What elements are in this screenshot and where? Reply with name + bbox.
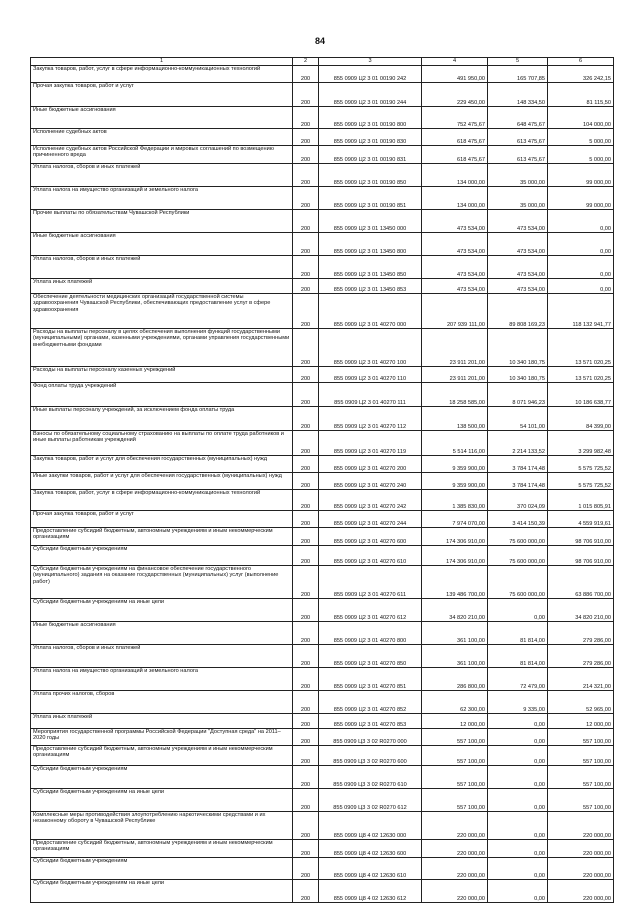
row-value-executed: 0,00 <box>488 766 548 789</box>
table-row <box>31 714 614 729</box>
row-value-approved: 7 974 070,00 <box>422 511 488 528</box>
row-name-cell: Субсидии бюджетным учреждениям <box>31 766 293 789</box>
row-value-executed: 3 414 150,39 <box>488 511 548 528</box>
row-value-remaining: 52 965,00 <box>548 691 614 714</box>
row-name-cell: Субсидии бюджетным учреждениям <box>31 858 293 880</box>
row-kbk-cell: 855 0909 Ц2 3 01 40270 119 <box>319 431 422 456</box>
row-code-cell: 200 <box>293 233 319 256</box>
row-kbk-cell: 855 0909 Ц2 3 01 40270 242 <box>319 490 422 511</box>
row-kbk-cell: 855 0909 Ц2 3 01 40270 612 <box>319 599 422 622</box>
row-kbk-cell: 855 0909 Ц2 3 01 40270 852 <box>319 691 422 714</box>
row-code-cell: 200 <box>293 256 319 279</box>
row-name-cell: Прочая закупка товаров, работ и услуг <box>31 511 293 528</box>
table-row <box>31 566 614 599</box>
table-row <box>31 294 614 329</box>
row-value-remaining: 557 100,00 <box>548 729 614 746</box>
row-value-remaining: 118 132 941,77 <box>548 294 614 329</box>
col-header-1: 1 <box>31 58 293 66</box>
row-value-remaining: 0,00 <box>548 210 614 233</box>
row-name-cell: Иные закупки товаров, работ и услуг для обеспечения государственных (муниципальных) нужд <box>31 473 293 490</box>
row-name-cell: Предоставление субсидий бюджетным, автономным учреждениям и иным некоммерческим организациям <box>31 746 293 766</box>
row-code-cell: 200 <box>293 383 319 407</box>
row-code-cell: 200 <box>293 546 319 566</box>
row-kbk-cell: 855 0909 Ц2 3 01 40270 110 <box>319 367 422 383</box>
row-code-cell: 200 <box>293 691 319 714</box>
row-code-cell: 200 <box>293 746 319 766</box>
row-value-approved: 9 359 900,00 <box>422 473 488 490</box>
table-row <box>31 789 614 812</box>
row-kbk-cell: 855 0909 Ц3 3 02 R0270 612 <box>319 789 422 812</box>
table-row <box>31 840 614 858</box>
page-number: 84 <box>314 36 325 46</box>
table-row <box>31 858 614 880</box>
table-row <box>31 812 614 840</box>
row-name-cell: Уплата налогов, сборов и иных платежей <box>31 645 293 668</box>
row-code-cell: 200 <box>293 66 319 83</box>
table-row <box>31 431 614 456</box>
row-value-executed: 10 340 180,75 <box>488 367 548 383</box>
row-name-cell: Субсидии бюджетным учреждениям <box>31 546 293 566</box>
row-value-executed: 54 101,00 <box>488 407 548 431</box>
row-name-cell: Исполнение судебных актов <box>31 129 293 146</box>
row-kbk-cell: 855 0909 Ц2 3 01 40270 111 <box>319 383 422 407</box>
row-value-executed: 0,00 <box>488 840 548 858</box>
row-kbk-cell: 855 0909 Ц2 3 01 00190 831 <box>319 146 422 164</box>
row-kbk-cell: 855 0909 Ц2 3 01 13450 800 <box>319 233 422 256</box>
row-kbk-cell: 855 0909 Ц2 3 01 40270 851 <box>319 668 422 691</box>
row-code-cell: 200 <box>293 83 319 107</box>
col-header-6: 6 <box>548 58 614 66</box>
row-code-cell: 200 <box>293 490 319 511</box>
row-value-executed: 81 814,00 <box>488 645 548 668</box>
row-value-approved: 220 000,00 <box>422 840 488 858</box>
col-header-3: 3 <box>319 58 422 66</box>
row-name-cell: Исполнение судебных актов Российской Федерации и мировых соглашений по возмещению причиненного вреда <box>31 146 293 164</box>
row-code-cell: 200 <box>293 210 319 233</box>
row-name-cell: Иные бюджетные ассигнования <box>31 107 293 129</box>
row-value-remaining: 5 575 725,52 <box>548 473 614 490</box>
row-kbk-cell: 855 0909 Ц2 3 01 40270 240 <box>319 473 422 490</box>
row-name-cell: Субсидии бюджетным учреждениям на иные цели <box>31 789 293 812</box>
table-row <box>31 880 614 903</box>
row-code-cell: 200 <box>293 456 319 473</box>
row-value-executed: 0,00 <box>488 746 548 766</box>
row-value-remaining: 13 571 020,25 <box>548 329 614 367</box>
table-row <box>31 456 614 473</box>
row-code-cell: 200 <box>293 146 319 164</box>
table-row <box>31 490 614 511</box>
row-code-cell: 200 <box>293 279 319 294</box>
row-value-approved: 473 534,00 <box>422 279 488 294</box>
row-name-cell: Иные бюджетные ассигнования <box>31 622 293 645</box>
row-value-approved: 134 000,00 <box>422 164 488 187</box>
row-value-executed: 0,00 <box>488 714 548 729</box>
row-kbk-cell: 855 0909 Ц2 3 01 40270 853 <box>319 714 422 729</box>
row-value-approved: 23 911 201,00 <box>422 367 488 383</box>
row-value-executed: 0,00 <box>488 789 548 812</box>
row-kbk-cell: 855 0909 Ц8 4 02 12630 612 <box>319 880 422 903</box>
row-value-executed: 473 534,00 <box>488 256 548 279</box>
row-value-executed: 473 534,00 <box>488 279 548 294</box>
row-kbk-cell: 855 0909 Ц8 4 02 12630 000 <box>319 812 422 840</box>
row-value-remaining: 5 575 725,52 <box>548 456 614 473</box>
table-row <box>31 668 614 691</box>
row-value-executed: 473 534,00 <box>488 210 548 233</box>
row-value-remaining: 4 559 919,61 <box>548 511 614 528</box>
table-row <box>31 473 614 490</box>
row-value-approved: 473 534,00 <box>422 233 488 256</box>
table-row <box>31 645 614 668</box>
row-value-executed: 81 814,00 <box>488 622 548 645</box>
row-value-remaining: 99 000,00 <box>548 187 614 210</box>
budget-table <box>30 57 614 903</box>
row-value-executed: 8 071 946,23 <box>488 383 548 407</box>
row-value-approved: 9 359 900,00 <box>422 456 488 473</box>
row-code-cell: 200 <box>293 511 319 528</box>
table-row <box>31 691 614 714</box>
row-value-approved: 229 450,00 <box>422 83 488 107</box>
row-value-remaining: 1 015 805,91 <box>548 490 614 511</box>
row-value-remaining: 5 000,00 <box>548 146 614 164</box>
row-kbk-cell: 855 0909 Ц2 3 01 40270 800 <box>319 622 422 645</box>
row-name-cell: Предоставление субсидий бюджетным, автономным учреждениям и иным некоммерческим организациям <box>31 840 293 858</box>
table-row <box>31 622 614 645</box>
row-kbk-cell: 855 0909 Ц2 3 01 00190 242 <box>319 66 422 83</box>
row-value-approved: 557 100,00 <box>422 766 488 789</box>
row-name-cell: Уплата прочих налогов, сборов <box>31 691 293 714</box>
row-name-cell: Уплата налога на имущество организаций и земельного налога <box>31 668 293 691</box>
row-value-remaining: 326 242,15 <box>548 66 614 83</box>
row-kbk-cell: 855 0909 Ц8 4 02 12630 600 <box>319 840 422 858</box>
row-value-approved: 220 000,00 <box>422 880 488 903</box>
table-row <box>31 66 614 83</box>
table-row <box>31 107 614 129</box>
table-row <box>31 407 614 431</box>
row-kbk-cell: 855 0909 Ц2 3 01 40270 000 <box>319 294 422 329</box>
row-value-approved: 473 534,00 <box>422 256 488 279</box>
row-kbk-cell: 855 0909 Ц2 3 01 13450 853 <box>319 279 422 294</box>
row-value-executed: 648 475,67 <box>488 107 548 129</box>
row-value-remaining: 220 000,00 <box>548 840 614 858</box>
row-value-remaining: 279 286,00 <box>548 645 614 668</box>
row-name-cell: Фонд оплаты труда учреждений <box>31 383 293 407</box>
row-value-approved: 12 000,00 <box>422 714 488 729</box>
row-value-approved: 174 306 910,00 <box>422 546 488 566</box>
row-kbk-cell: 855 0909 Ц2 3 01 40270 600 <box>319 528 422 546</box>
row-value-executed: 9 335,00 <box>488 691 548 714</box>
row-code-cell: 200 <box>293 858 319 880</box>
row-value-remaining: 5 000,00 <box>548 129 614 146</box>
row-value-remaining: 99 000,00 <box>548 164 614 187</box>
row-kbk-cell: 855 0909 Ц2 3 01 00190 800 <box>319 107 422 129</box>
row-code-cell: 200 <box>293 880 319 903</box>
row-value-remaining: 81 115,50 <box>548 83 614 107</box>
row-value-approved: 207 939 111,00 <box>422 294 488 329</box>
row-name-cell: Прочие выплаты по обязательствам Чувашской Республики <box>31 210 293 233</box>
row-code-cell: 200 <box>293 840 319 858</box>
row-name-cell: Обеспечение деятельности медицинских организаций государственной системы здравоохранения Чувашской Республики, обеспечивающих предоставление услуг в сфере здравоохранения <box>31 294 293 329</box>
row-value-remaining: 104 000,00 <box>548 107 614 129</box>
row-name-cell: Закупка товаров, работ, услуг в сфере информационно-коммуникационных технологий <box>31 66 293 83</box>
row-name-cell: Иные бюджетные ассигнования <box>31 233 293 256</box>
table-row <box>31 528 614 546</box>
col-header-5: 5 <box>488 58 548 66</box>
row-value-remaining: 0,00 <box>548 279 614 294</box>
table-body <box>31 66 614 903</box>
row-value-remaining: 12 000,00 <box>548 714 614 729</box>
row-kbk-cell: 855 0909 Ц2 3 01 00190 244 <box>319 83 422 107</box>
row-name-cell: Закупка товаров, работ и услуг для обеспечения государственных (муниципальных) нужд <box>31 456 293 473</box>
row-name-cell: Расходы на выплаты персоналу в целях обеспечения выполнения функций государственными (муниципальными) органами, казенными учреждениями, органами управления государственными внебюджетными фондами <box>31 329 293 367</box>
row-code-cell: 200 <box>293 622 319 645</box>
row-value-executed: 3 784 174,48 <box>488 456 548 473</box>
row-value-approved: 618 475,67 <box>422 146 488 164</box>
col-header-4: 4 <box>422 58 488 66</box>
row-value-remaining: 0,00 <box>548 233 614 256</box>
row-value-remaining: 557 100,00 <box>548 789 614 812</box>
row-value-approved: 473 534,00 <box>422 210 488 233</box>
row-value-remaining: 84 399,00 <box>548 407 614 431</box>
row-value-executed: 35 000,00 <box>488 187 548 210</box>
table-row <box>31 546 614 566</box>
row-code-cell: 200 <box>293 729 319 746</box>
row-kbk-cell: 855 0909 Ц3 3 02 R0270 000 <box>319 729 422 746</box>
table-row <box>31 129 614 146</box>
row-value-executed: 613 475,67 <box>488 129 548 146</box>
row-code-cell: 200 <box>293 714 319 729</box>
table-row <box>31 383 614 407</box>
row-value-executed: 2 214 133,52 <box>488 431 548 456</box>
row-value-remaining: 63 886 700,00 <box>548 566 614 599</box>
row-value-approved: 139 486 700,00 <box>422 566 488 599</box>
row-value-remaining: 34 820 210,00 <box>548 599 614 622</box>
table-row <box>31 233 614 256</box>
row-name-cell: Уплата налогов, сборов и иных платежей <box>31 256 293 279</box>
row-name-cell: Субсидии бюджетным учреждениям на иные цели <box>31 599 293 622</box>
table-row <box>31 329 614 367</box>
row-value-approved: 18 258 585,00 <box>422 383 488 407</box>
table-row <box>31 83 614 107</box>
row-value-executed: 165 707,85 <box>488 66 548 83</box>
row-code-cell: 200 <box>293 645 319 668</box>
row-value-approved: 752 475,67 <box>422 107 488 129</box>
row-name-cell: Взносы по обязательному социальному страхованию на выплаты по оплате труда работников и иные выплаты работникам учреждений <box>31 431 293 456</box>
row-value-executed: 89 808 169,23 <box>488 294 548 329</box>
row-code-cell: 200 <box>293 294 319 329</box>
table-row <box>31 766 614 789</box>
row-code-cell: 200 <box>293 187 319 210</box>
row-name-cell: Субсидии бюджетным учреждениям на финансовое обеспечение государственного (муниципального) задания на оказание государственных (муниципальных) услуг (выполнение работ) <box>31 566 293 599</box>
row-value-remaining: 557 100,00 <box>548 746 614 766</box>
row-name-cell: Уплата налога на имущество организаций и земельного налога <box>31 187 293 210</box>
row-value-executed: 0,00 <box>488 729 548 746</box>
row-value-executed: 613 475,67 <box>488 146 548 164</box>
row-value-approved: 23 911 201,00 <box>422 329 488 367</box>
row-name-cell: Уплата иных платежей <box>31 279 293 294</box>
row-name-cell: Иные выплаты персоналу учреждений, за исключением фонда оплаты труда <box>31 407 293 431</box>
row-value-remaining: 3 299 982,48 <box>548 431 614 456</box>
row-value-executed: 0,00 <box>488 599 548 622</box>
table-row <box>31 210 614 233</box>
row-value-approved: 618 475,67 <box>422 129 488 146</box>
table-row <box>31 746 614 766</box>
row-value-approved: 220 000,00 <box>422 858 488 880</box>
row-value-remaining: 10 186 638,77 <box>548 383 614 407</box>
row-value-remaining: 220 000,00 <box>548 880 614 903</box>
row-value-approved: 361 100,00 <box>422 622 488 645</box>
row-name-cell: Уплата налогов, сборов и иных платежей <box>31 164 293 187</box>
row-value-approved: 138 500,00 <box>422 407 488 431</box>
row-value-approved: 5 514 116,00 <box>422 431 488 456</box>
row-code-cell: 200 <box>293 566 319 599</box>
row-value-executed: 75 600 000,00 <box>488 546 548 566</box>
row-code-cell: 200 <box>293 164 319 187</box>
row-value-remaining: 220 000,00 <box>548 858 614 880</box>
row-value-executed: 148 334,50 <box>488 83 548 107</box>
row-kbk-cell: 855 0909 Ц2 3 01 13450 000 <box>319 210 422 233</box>
row-value-executed: 72 479,00 <box>488 668 548 691</box>
row-value-approved: 62 300,00 <box>422 691 488 714</box>
row-name-cell: Предоставление субсидий бюджетным, автономным учреждениям и иным некоммерческим организациям <box>31 528 293 546</box>
row-value-executed: 75 600 000,00 <box>488 566 548 599</box>
row-kbk-cell: 855 0909 Ц2 3 01 40270 200 <box>319 456 422 473</box>
row-value-approved: 1 385 830,00 <box>422 490 488 511</box>
row-value-executed: 0,00 <box>488 880 548 903</box>
row-code-cell: 200 <box>293 129 319 146</box>
row-value-executed: 10 340 180,75 <box>488 329 548 367</box>
row-kbk-cell: 855 0909 Ц8 4 02 12630 610 <box>319 858 422 880</box>
row-value-approved: 491 950,00 <box>422 66 488 83</box>
row-value-approved: 557 100,00 <box>422 789 488 812</box>
row-kbk-cell: 855 0909 Ц2 3 01 40270 611 <box>319 566 422 599</box>
row-code-cell: 200 <box>293 668 319 691</box>
row-code-cell: 200 <box>293 599 319 622</box>
row-code-cell: 200 <box>293 431 319 456</box>
row-name-cell: Прочая закупка товаров, работ и услуг <box>31 83 293 107</box>
row-value-approved: 286 800,00 <box>422 668 488 691</box>
row-code-cell: 200 <box>293 367 319 383</box>
row-value-executed: 3 784 174,48 <box>488 473 548 490</box>
row-code-cell: 200 <box>293 812 319 840</box>
row-code-cell: 200 <box>293 789 319 812</box>
header-row <box>31 58 614 66</box>
row-value-remaining: 98 706 910,00 <box>548 528 614 546</box>
table-row <box>31 146 614 164</box>
row-value-executed: 370 024,09 <box>488 490 548 511</box>
table-row <box>31 599 614 622</box>
row-name-cell: Комплексные меры противодействия злоупотреблению наркотическими средствами и их незаконному обороту в Чувашской Республике <box>31 812 293 840</box>
row-kbk-cell: 855 0909 Ц2 3 01 40270 100 <box>319 329 422 367</box>
row-code-cell: 200 <box>293 473 319 490</box>
col-header-2: 2 <box>293 58 319 66</box>
row-value-approved: 361 100,00 <box>422 645 488 668</box>
row-value-executed: 0,00 <box>488 812 548 840</box>
row-name-cell: Уплата иных платежей <box>31 714 293 729</box>
row-kbk-cell: 855 0909 Ц2 3 01 00190 850 <box>319 164 422 187</box>
row-kbk-cell: 855 0909 Ц2 3 01 00190 830 <box>319 129 422 146</box>
table-row <box>31 729 614 746</box>
row-value-approved: 134 000,00 <box>422 187 488 210</box>
row-kbk-cell: 855 0909 Ц2 3 01 40270 610 <box>319 546 422 566</box>
row-kbk-cell: 855 0909 Ц2 3 01 00190 851 <box>319 187 422 210</box>
row-name-cell: Закупка товаров, работ, услуг в сфере информационно-коммуникационных технологий <box>31 490 293 511</box>
row-name-cell: Мероприятия государственной программы Российской Федерации "Доступная среда" на 2011–2020 годы <box>31 729 293 746</box>
row-code-cell: 200 <box>293 107 319 129</box>
table-row <box>31 511 614 528</box>
row-code-cell: 200 <box>293 528 319 546</box>
row-kbk-cell: 855 0909 Ц3 3 02 R0270 610 <box>319 766 422 789</box>
row-kbk-cell: 855 0909 Ц2 3 01 13450 850 <box>319 256 422 279</box>
row-value-remaining: 279 286,00 <box>548 622 614 645</box>
row-code-cell: 200 <box>293 329 319 367</box>
row-kbk-cell: 855 0909 Ц2 3 01 40270 244 <box>319 511 422 528</box>
table-row <box>31 279 614 294</box>
row-value-remaining: 0,00 <box>548 256 614 279</box>
row-value-remaining: 13 571 020,25 <box>548 367 614 383</box>
row-value-executed: 35 000,00 <box>488 164 548 187</box>
row-value-approved: 557 100,00 <box>422 729 488 746</box>
row-kbk-cell: 855 0909 Ц3 3 02 R0270 600 <box>319 746 422 766</box>
row-value-remaining: 98 706 910,00 <box>548 546 614 566</box>
row-name-cell: Расходы на выплаты персоналу казенных учреждений <box>31 367 293 383</box>
row-kbk-cell: 855 0909 Ц2 3 01 40270 112 <box>319 407 422 431</box>
table-row <box>31 164 614 187</box>
row-code-cell: 200 <box>293 407 319 431</box>
row-kbk-cell: 855 0909 Ц2 3 01 40270 850 <box>319 645 422 668</box>
row-value-executed: 473 534,00 <box>488 233 548 256</box>
row-name-cell: Субсидии бюджетным учреждениям на иные цели <box>31 880 293 903</box>
row-value-executed: 0,00 <box>488 858 548 880</box>
row-value-executed: 75 600 000,00 <box>488 528 548 546</box>
row-value-approved: 34 820 210,00 <box>422 599 488 622</box>
row-code-cell: 200 <box>293 766 319 789</box>
row-value-remaining: 220 000,00 <box>548 812 614 840</box>
row-value-approved: 174 306 910,00 <box>422 528 488 546</box>
row-value-approved: 220 000,00 <box>422 812 488 840</box>
row-value-approved: 557 100,00 <box>422 746 488 766</box>
table-row <box>31 187 614 210</box>
table-row <box>31 367 614 383</box>
table-row <box>31 256 614 279</box>
row-value-remaining: 214 321,00 <box>548 668 614 691</box>
row-value-remaining: 557 100,00 <box>548 766 614 789</box>
